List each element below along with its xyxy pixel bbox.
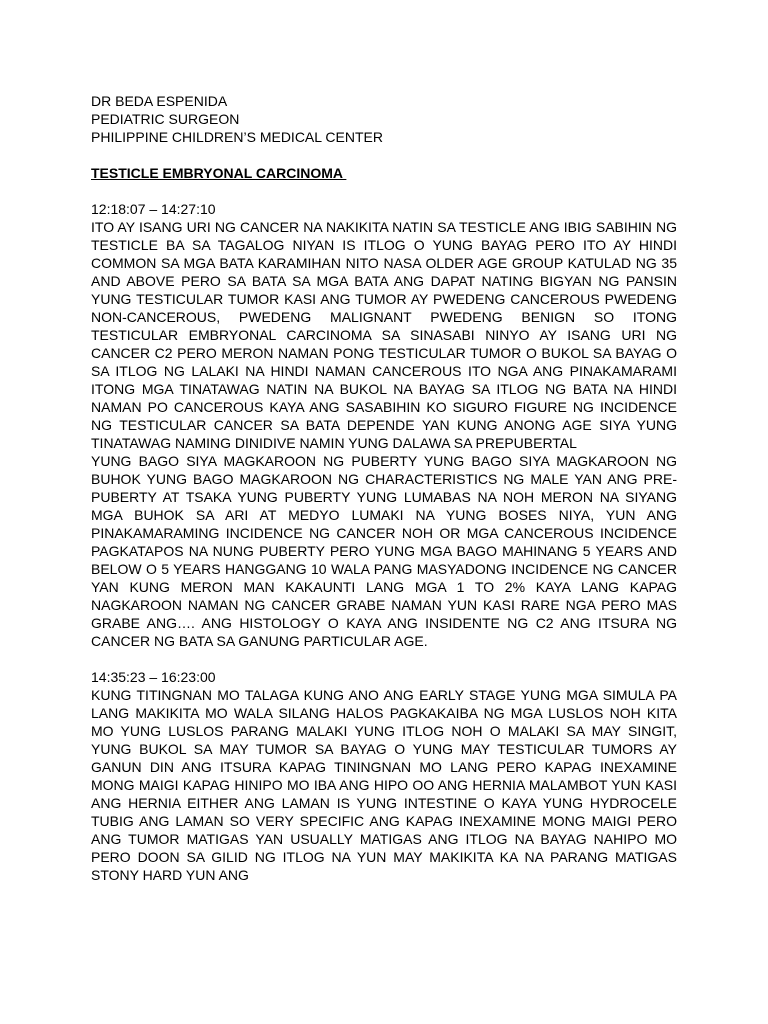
section-paragraph: YUNG BAGO SIYA MAGKAROON NG PUBERTY YUNG BAGO SIYA MAGKAROON NG BUHOK YUNG BAGO MAGKAROON NG CHARACTERISTICS NG MALE YAN ANG PRE-PUBERTY AT TSAKA YUNG PUBERTY YUNG LUMABAS NA NOH MERON NA SIYANG MGA BUHOK SA ARI AT MEDYO LUMAKI NA YUNG BOSES NIYA, YUN ANG PINAKAMARAMING INCIDENCE NG CANCER NOH OR MGA CANCEROUS INCIDENCE PAGKATAPOS NA NUNG PUBERTY PERO YUNG MGA BAGO MAHINANG 5 YEARS AND BELOW O 5 YEARS HANGGANG 10 WALA PANG MASYADONG INCIDENCE NG CANCER YAN KUNG MERON MAN KAKAUNTI LANG MGA 1 TO 2% KAYA LANG KAPAG NAGKAROON NAMAN NG CANCER GRABE NAMAN YUN KASI RARE NGA PERO MAS GRABE ANG…. ANG HISTOLOGY O KAYA ANG INSIDENTE NG C2 ANG ITSURA NG CANCER NG BATA SA GANUNG PARTICULAR AGE. — [91, 453, 677, 649]
author-name: DR BEDA ESPENIDA — [91, 93, 228, 109]
author-institution: PHILIPPINE CHILDREN’S MEDICAL CENTER — [91, 129, 383, 145]
transcript-section-2 — [91, 668, 677, 884]
document-title: TESTICLE EMBRYONAL CARCINOMA — [91, 165, 347, 181]
author-role: PEDIATRIC SURGEON — [91, 111, 240, 127]
section-timestamp: 14:35:23 – 16:23:00 — [91, 669, 216, 685]
section-timestamp: 12:18:07 – 14:27:10 — [91, 201, 216, 217]
section-paragraph: KUNG TITINGNAN MO TALAGA KUNG ANO ANG EARLY STAGE YUNG MGA SIMULA PA LANG MAKIKITA MO WALA SILANG HALOS PAGKAKAIBA NG MGA LUSLOS NOH KITA MO YUNG LUSLOS PARANG MALAKI YUNG ITLOG NOH O MALAKI SA MAY SINGIT, YUNG BUKOL SA MAY TUMOR SA BAYAG O YUNG MAY TESTICULAR TUMORS AY GANUN DIN ANG ITSURA KAPAG TININGNAN MO LANG PERO KAPAG INEXAMINE MONG MAIGI KAPAG HINIPO MO IBA ANG HIPO OO ANG HERNIA MALAMBOT YUN KASI ANG HERNIA EITHER ANG LAMAN IS YUNG INTESTINE O KAYA YUNG HYDROCELE TUBIG ANG LAMAN SO VERY SPECIFIC ANG KAPAG INEXAMINE MONG MAIGI PERO ANG TUMOR MATIGAS YAN USUALLY MATIGAS ANG ITLOG NA BAYAG NAHIPO MO PERO DOON SA GILID NG ITLOG NA YUN MAY MAKIKITA KA NA PARANG MATIGAS STONY HARD YUN ANG — [91, 687, 677, 883]
section-paragraph: ITO AY ISANG URI NG CANCER NA NAKIKITA NATIN SA TESTICLE ANG IBIG SABIHIN NG TESTICLE BA SA TAGALOG NIYAN IS ITLOG O YUNG BAYAG PERO ITO AY HINDI COMMON SA MGA BATA KARAMIHAN NITO NASA OLDER AGE GROUP KATULAD NG 35 AND ABOVE PERO SA BATA SA MGA BATA ANG DAPAT NATING BIGYAN NG PANSIN YUNG TESTICULAR TUMOR KASI ANG TUMOR AY PWEDENG CANCEROUS PWEDENG NON-CANCEROUS, PWEDENG MALIGNANT PWEDENG BENIGN SO ITONG TESTICULAR EMBRYONAL CARCINOMA SA SINASABI NINYO AY ISANG URI NG CANCER C2 PERO MERON NAMAN PONG TESTICULAR TUMOR O BUKOL SA BAYAG O SA ITLOG NG LALAKI NA HINDI NAMAN CANCEROUS ITO NGA ANG PINAKAMARAMI ITONG MGA TINATAWAG NATIN NA BUKOL NA BAYAG SA ITLOG NG BATA NA HINDI NAMAN PO CANCEROUS KAYA ANG SASABIHIN KO SIGURO FIGURE NG INCIDENCE NG TESTICULAR CANCER SA BATA DEPENDE YAN KUNG ANONG AGE SIYA YUNG TINATAWAG NAMING DINIDIVE NAMIN YUNG DALAWA SA PREPUBERTAL — [91, 219, 677, 451]
document-page — [91, 92, 677, 884]
transcript-section-1 — [91, 200, 677, 650]
